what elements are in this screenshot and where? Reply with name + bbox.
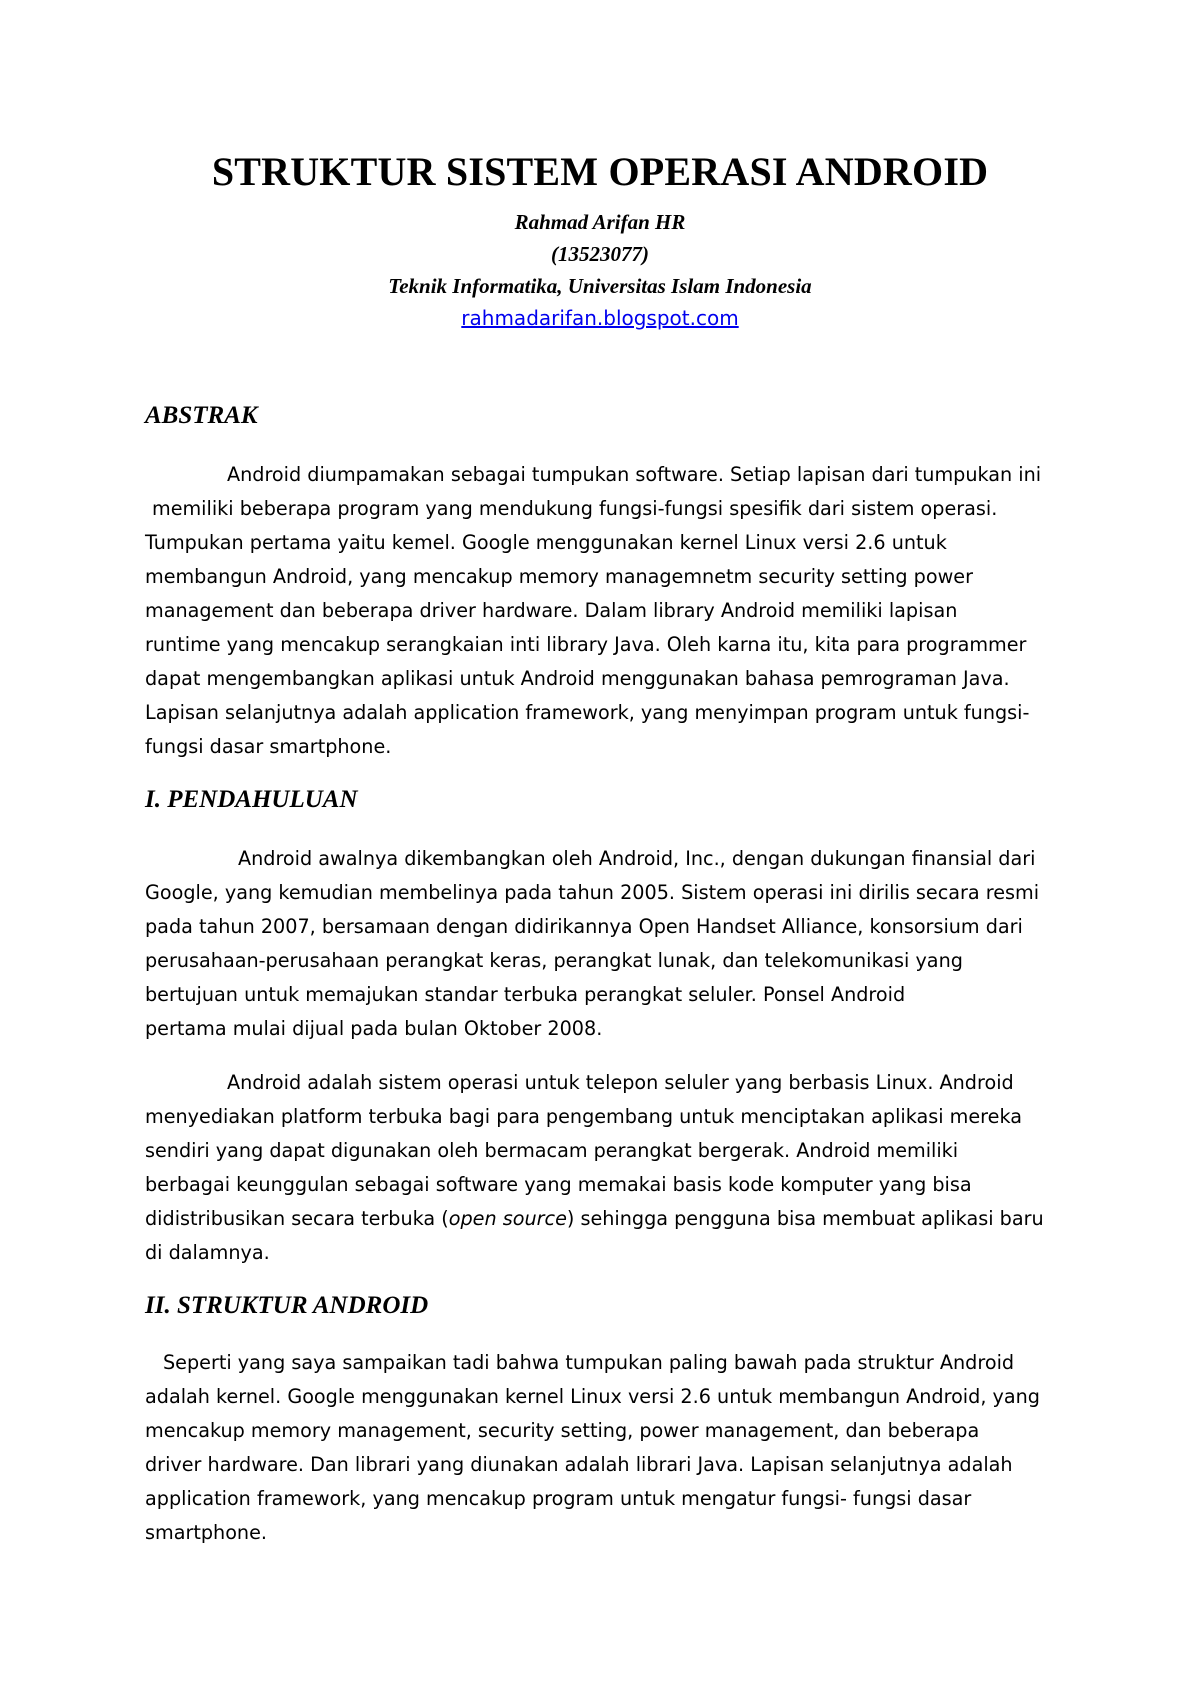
paragraph-line: Google, yang kemudian membelinya pada tahun 2005. Sistem operasi ini dirilis secara resmi xyxy=(145,881,1040,904)
paragraph-line: bertujuan untuk memajukan standar terbuka perangkat seluler. Ponsel Android xyxy=(145,983,906,1006)
abstract-line: management dan beberapa driver hardware. Dalam library Android memiliki lapisan xyxy=(145,599,958,622)
paragraph-line: sendiri yang dapat digunakan oleh bermacam perangkat bergerak. Android memiliki xyxy=(145,1139,959,1162)
abstract-line: Tumpukan pertama yaitu kemel. Google menggunakan kernel Linux versi 2.6 untuk xyxy=(145,531,947,554)
paragraph-text: didistribusikan secara terbuka ( xyxy=(145,1207,449,1230)
paragraph-line: smartphone. xyxy=(145,1521,268,1544)
paragraph-line: Android awalnya dikembangkan oleh Android, Inc., dengan dukungan finansial dari xyxy=(238,847,1036,870)
abstract-line: dapat mengembangkan aplikasi untuk Android menggunakan bahasa pemrograman Java. xyxy=(145,667,1010,690)
abstract-line: Lapisan selanjutnya adalah application framework, yang menyimpan program untuk fungsi- xyxy=(145,701,1030,724)
paragraph-text: ) sehingga pengguna bisa membuat aplikasi baru xyxy=(566,1207,1044,1230)
paper-title: STRUKTUR SISTEM OPERASI ANDROID xyxy=(211,149,989,194)
abstract-line: memiliki beberapa program yang mendukung fungsi-fungsi spesifik dari sistem operasi. xyxy=(152,497,998,520)
section-heading-pendahuluan: I. PENDAHULUAN xyxy=(145,786,358,813)
open-source-term: open source xyxy=(448,1207,567,1230)
author-website-link[interactable]: rahmadarifan.blogspot.com xyxy=(461,306,739,330)
paragraph-line xyxy=(145,1202,1065,1236)
paragraph-line: Seperti yang saya sampaikan tadi bahwa tumpukan paling bawah pada struktur Android xyxy=(163,1351,1015,1374)
author-affiliation: Teknik Informatika, Universitas Islam Indonesia xyxy=(388,274,812,298)
paragraph-line: perusahaan-perusahaan perangkat keras, perangkat lunak, dan telekomunikasi yang xyxy=(145,949,963,972)
pendahuluan-paragraph-2 xyxy=(145,1066,1065,1270)
abstract-paragraph xyxy=(145,458,1065,764)
abstract-line: runtime yang mencakup serangkaian inti library Java. Oleh karna itu, kita para programmer xyxy=(145,633,1027,656)
paragraph-line: menyediakan platform terbuka bagi para pengembang untuk menciptakan aplikasi mereka xyxy=(145,1105,1022,1128)
paragraph-line: adalah kernel. Google menggunakan kernel Linux versi 2.6 untuk membangun Android, yang xyxy=(145,1385,1040,1408)
paragraph-line: pada tahun 2007, bersamaan dengan didirikannya Open Handset Alliance, konsorsium dari xyxy=(145,915,1023,938)
paragraph-line: mencakup memory management, security setting, power management, dan beberapa xyxy=(145,1419,980,1442)
paragraph-line: application framework, yang mencakup program untuk mengatur fungsi- fungsi dasar xyxy=(145,1487,972,1510)
abstract-line: membangun Android, yang mencakup memory managemnetm security setting power xyxy=(145,565,973,588)
paragraph-line: driver hardware. Dan librari yang diunakan adalah librari Java. Lapisan selanjutnya adalah xyxy=(145,1453,1013,1476)
paragraph-line: berbagai keunggulan sebagai software yang memakai basis kode komputer yang bisa xyxy=(145,1173,972,1196)
pendahuluan-paragraph-1 xyxy=(145,842,1065,1046)
author-student-id: (13523077) xyxy=(551,242,649,266)
abstract-line: fungsi dasar smartphone. xyxy=(145,735,392,758)
abstract-heading: ABSTRAK xyxy=(145,402,258,429)
paragraph-line: pertama mulai dijual pada bulan Oktober 2008. xyxy=(145,1017,603,1040)
paragraph-line: di dalamnya. xyxy=(145,1241,270,1264)
section-heading-struktur-android: II. STRUKTUR ANDROID xyxy=(145,1292,429,1319)
abstract-line: Android diumpamakan sebagai tumpukan software. Setiap lapisan dari tumpukan ini xyxy=(227,463,1042,486)
paragraph-line: Android adalah sistem operasi untuk telepon seluler yang berbasis Linux. Android xyxy=(227,1071,1014,1094)
author-block xyxy=(0,206,1200,334)
struktur-android-paragraph xyxy=(145,1346,1065,1550)
author-name: Rahmad Arifan HR xyxy=(514,210,686,234)
